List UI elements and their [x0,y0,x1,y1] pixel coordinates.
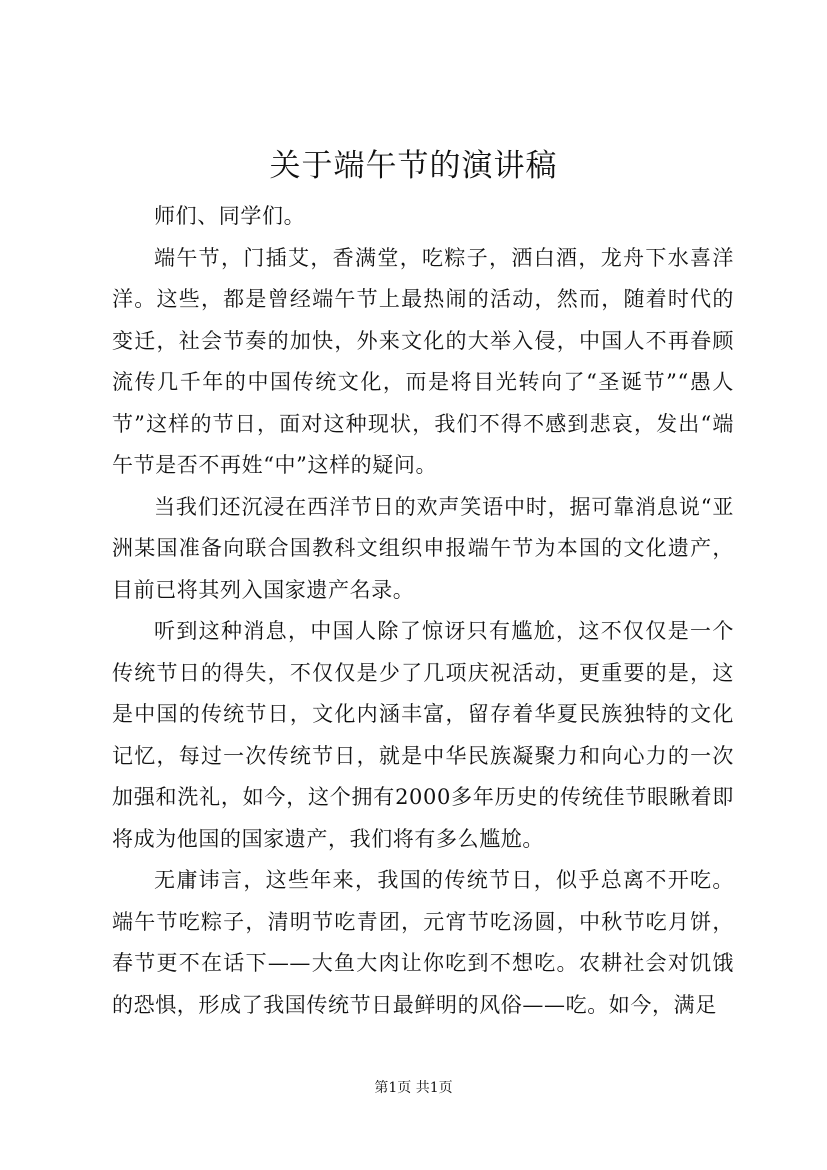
paragraph-2: 当我们还沉浸在西洋节日的欢声笑语中时，据可靠消息说“亚洲某国准备向联合国教科文组织申报端午节为本国的文化遗产，目前已将其列入国家遗产名录。 [112,494,734,602]
paragraph-3: 听到这种消息，中国人除了惊讶只有尴尬，这不仅仅是一个传统节日的得失，不仅仅是少了几项庆祝活动，更重要的是，这是中国的传统节日，文化内涵丰富，留存着华夏民族独特的文化记忆，每过一次传统节日，就是中华民族凝聚力和向心力的一次加强和洗礼，如今，这个拥有2000多年历史的传统佳节眼瞅着即将成为他国的国家遗产，我们将有多么尴尬。 [112,619,734,851]
paragraph-4: 无庸讳言，这些年来，我国的传统节日，似乎总离不开吃。端午节吃粽子，清明节吃青团，元宵节吃汤圆，中秋节吃月饼，春节更不在话下——大鱼大肉让你吃到不想吃。农耕社会对饥饿的恐惧，形成了我国传统节日最鲜明的风俗——吃。如今，满足 [112,868,734,1017]
page-number-footer: 第1页 共1页 [374,1080,453,1096]
document-title: 关于端午节的演讲稿 [269,148,558,184]
document-body [112,196,734,1026]
paragraph-greeting: 师们、同学们。 [154,204,306,228]
paragraph-1: 端午节，门插艾，香满堂，吃粽子，洒白酒，龙舟下水喜洋洋。这些，都是曾经端午节上最热闹的活动，然而，随着时代的变迁，社会节奏的加快，外来文化的大举入侵，中国人不再眷顾流传几千年的中国传统文化，而是将目光转向了“圣诞节”“愚人节”这样的节日，面对这种现状，我们不得不感到悲哀，发出“端午节是否不再姓“中”这样的疑问。 [112,245,734,477]
